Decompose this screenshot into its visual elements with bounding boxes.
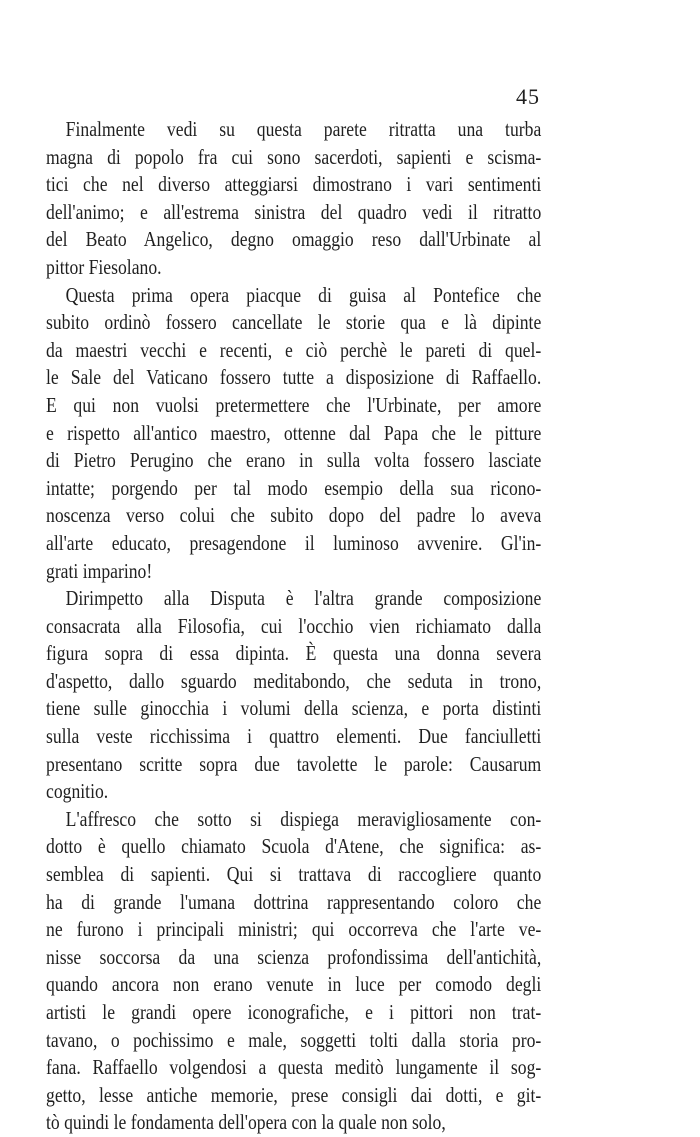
paragraph: [46, 282, 542, 586]
text-line: ne furono i principali ministri; qui occorreva che l'arte ve-: [46, 917, 542, 942]
text-line: noscenza verso colui che subito dopo del padre lo aveva: [46, 503, 542, 528]
text-line: semblea di sapienti. Qui si trattava di raccogliere quanto: [46, 862, 542, 887]
paragraph: [46, 116, 542, 282]
text-line: tici che nel diverso atteggiarsi dimostrano i vari sentimenti: [46, 172, 542, 197]
text-line: Questa prima opera piacque di guisa al Pontefice che: [65, 282, 542, 307]
text-line: sulla veste ricchissima i quattro elementi. Due fanciulletti: [46, 724, 542, 749]
text-line: pittor Fiesolano.: [46, 254, 162, 279]
paragraph: [46, 806, 542, 1137]
body-text: [46, 116, 542, 1137]
text-line: artisti le grandi opere iconografiche, e i pittori non trat-: [46, 1000, 542, 1024]
text-line: dell'animo; e all'estrema sinistra del quadro vedi il ritratto: [46, 199, 542, 224]
text-line: figura sopra di essa dipinta. È questa una donna severa: [46, 641, 542, 666]
text-line: presentano scritte sopra due tavolette le parole: Causarum: [46, 751, 542, 776]
text-line: consacrata alla Filosofia, cui l'occhio vien richiamato dalla: [46, 613, 542, 638]
text-line: E qui non vuolsi pretermettere che l'Urbinate, per amore: [46, 392, 542, 417]
text-line: tò quindi le fondamenta dell'opera con la quale non solo,: [46, 1110, 446, 1135]
text-line: fana. Raffaello volgendosi a questa meditò lungamente il sog-: [46, 1055, 542, 1080]
text-line: ha di grande l'umana dottrina rappresentando coloro che: [46, 889, 542, 914]
text-line: da maestri vecchi e recenti, e ciò perchè le pareti di quel-: [46, 337, 542, 362]
paragraph: [46, 585, 542, 806]
text-line: subito ordinò fossero cancellate le storie qua e là dipinte: [46, 310, 542, 335]
text-line: getto, lesse antiche memorie, prese consigli dai dotti, e git-: [46, 1082, 542, 1107]
text-line: all'arte educato, presagendone il luminoso avvenire. Gl'in-: [46, 530, 542, 555]
text-line: grati imparino!: [46, 558, 153, 583]
text-line: le Sale del Vaticano fossero tutte a disposizione di Raffaello.: [46, 365, 542, 390]
text-line: d'aspetto, dallo sguardo meditabondo, che seduta in trono,: [46, 668, 542, 693]
text-line: magna di popolo fra cui sono sacerdoti, sapienti e scisma-: [46, 144, 542, 169]
text-line: tiene sulle ginocchia i volumi della scienza, e porta distinti: [46, 696, 542, 721]
text-line: Dirimpetto alla Disputa è l'altra grande composizione: [65, 586, 542, 611]
text-line: e rispetto all'antico maestro, ottenne dal Papa che le pitture: [46, 420, 542, 445]
text-line: intatte; porgendo per tal modo esempio della sua ricono-: [46, 475, 542, 500]
text-line: Finalmente vedi su questa parete ritratta una turba: [65, 117, 542, 141]
text-line: tavano, o pochissimo e male, soggetti tolti dalla storia pro-: [46, 1027, 542, 1052]
text-line: quando ancora non erano venute in luce per comodo degli: [46, 972, 542, 997]
text-line: del Beato Angelico, degno omaggio reso dall'Urbinate al: [46, 227, 542, 252]
text-line: L'affresco che sotto si dispiega meravigliosamente con-: [65, 806, 542, 831]
text-line: di Pietro Perugino che erano in sulla volta fossero lasciate: [46, 448, 542, 473]
page-number: 45: [516, 84, 540, 109]
text-line: cognitio.: [46, 779, 109, 804]
text-line: dotto è quello chiamato Scuola d'Atene, che significa: as-: [46, 834, 542, 859]
text-line: nisse soccorsa da una scienza profondissima dell'antichità,: [46, 944, 542, 969]
